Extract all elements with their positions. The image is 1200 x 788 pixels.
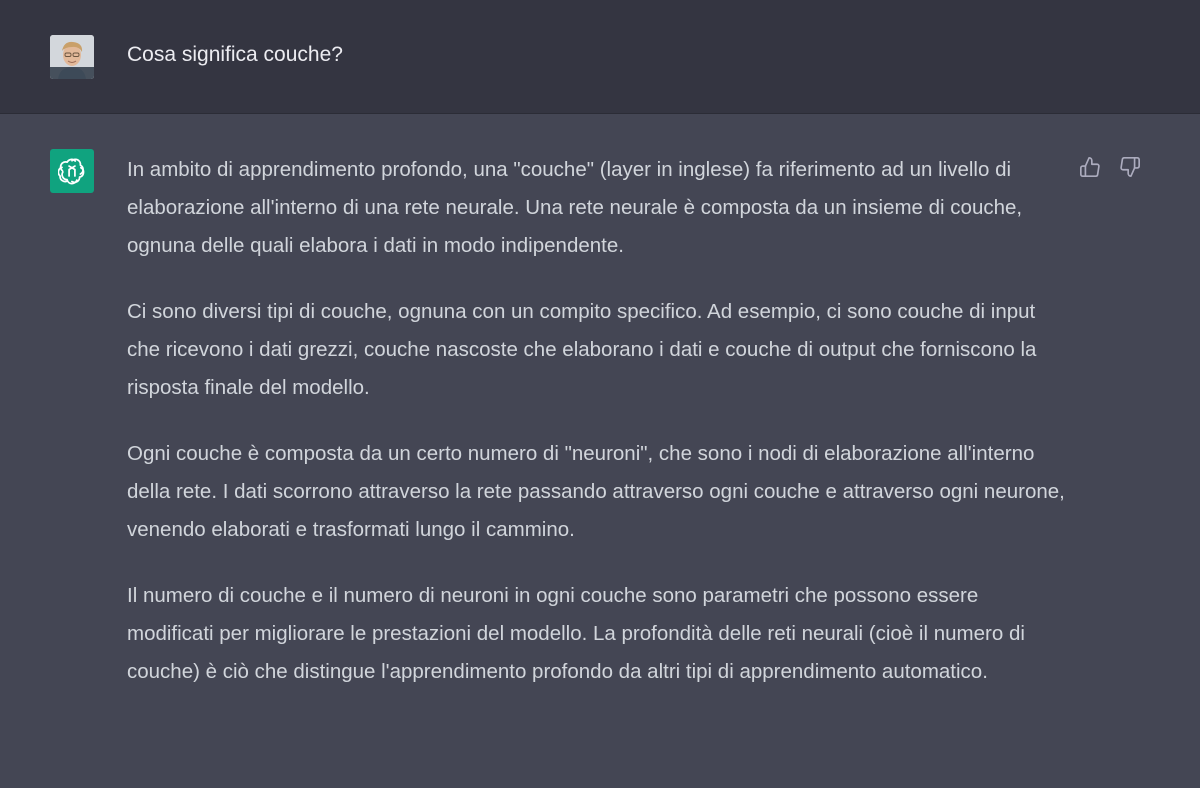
- answer-paragraph: Ogni couche è composta da un certo numero di "neuroni", che sono i nodi di elaborazione all'interno della rete. I dati scorrono attraverso la rete passando attraverso ogni couche e attraverso ogni neurone, venendo elaborati e trasformati lungo il cammino.: [127, 442, 1065, 541]
- user-message-text: Cosa significa couche?: [127, 43, 343, 66]
- thumbs-down-button[interactable]: [1117, 154, 1143, 180]
- answer-paragraph: In ambito di apprendimento profondo, una "couche" (layer in inglese) fa riferimento ad un livello di elaborazione all'interno di una rete neurale. Una rete neurale è composta da un insieme di couche, ognuna delle quali elabora i dati in modo indipendente.: [127, 158, 1023, 257]
- user-avatar: [50, 35, 94, 79]
- answer-paragraph: Il numero di couche e il numero di neuroni in ogni couche sono parametri che possono essere modificati per migliorare le prestazioni del modello. La profondità delle reti neurali (cioè il numero di couche) è ciò che distingue l'apprendimento profondo da altri tipi di apprendimento automatico.: [127, 584, 1025, 683]
- assistant-message-text: [127, 151, 1067, 719]
- openai-logo-icon: [50, 149, 94, 193]
- assistant-message-row: [0, 114, 1200, 788]
- thumbs-up-icon: [1079, 156, 1101, 178]
- answer-paragraph: Ci sono diversi tipi di couche, ognuna con un compito specifico. Ad esempio, ci sono couche di input che ricevono i dati grezzi, couche nascoste che elaborano i dati e couche di output che forniscono la risposta finale del modello.: [127, 300, 1037, 399]
- thumbs-down-icon: [1119, 156, 1141, 178]
- user-message-row: [0, 0, 1200, 114]
- thumbs-up-button[interactable]: [1077, 154, 1103, 180]
